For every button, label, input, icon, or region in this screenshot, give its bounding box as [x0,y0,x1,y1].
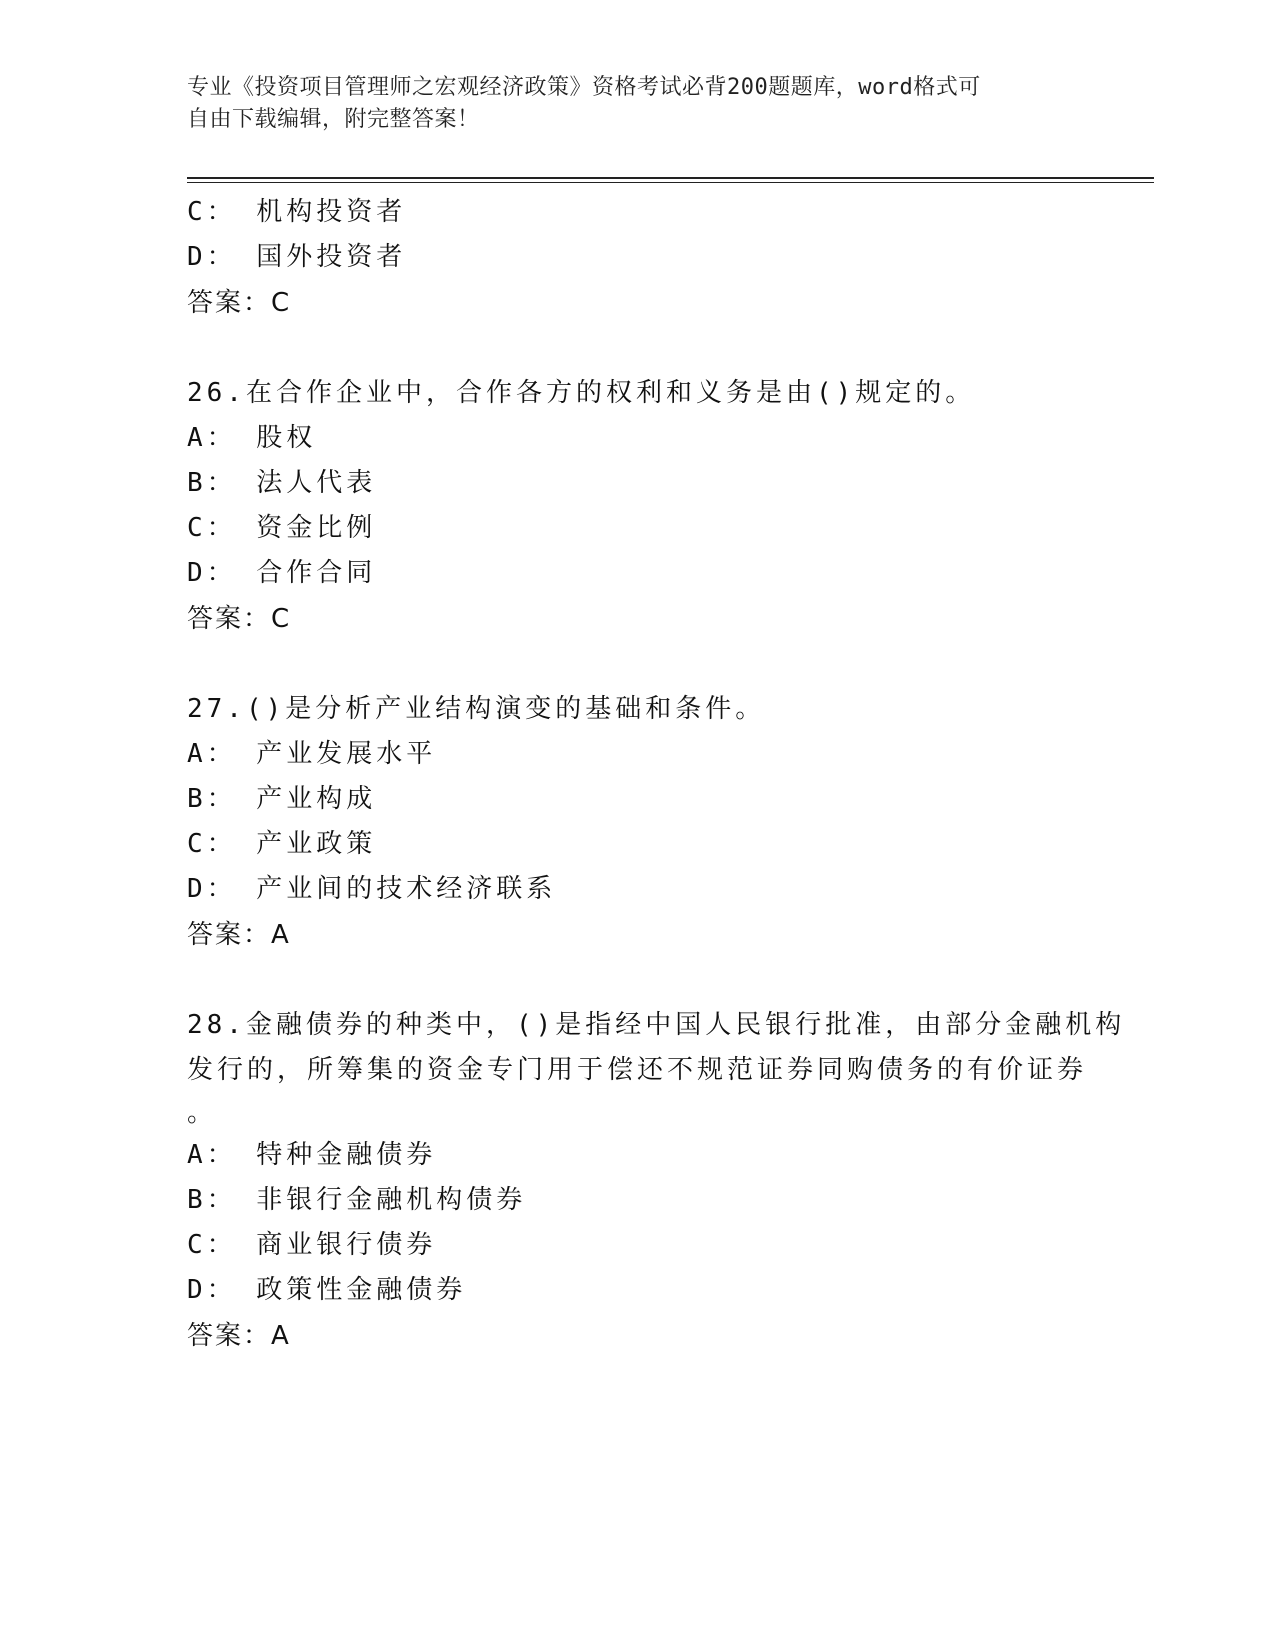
spacer [187,958,1087,1003]
option-c: C： 产业政策 [187,829,377,859]
answer-line: 答案：C [187,604,292,634]
header-line-2: 自由下载编辑，附完整答案！ [187,107,480,132]
spacer [187,326,1087,371]
option-d: D： 政策性金融债券 [187,1275,467,1305]
question-stem-line-1: 28.金融债券的种类中，()是指经中国人民银行批准，由部分金融机构 [187,1010,1126,1040]
option-d: D： 合作合同 [187,558,377,588]
question-stem-line-2: 发行的，所筹集的资金专门用于偿还不规范证券同购债务的有价证券 [187,1055,1088,1085]
option-d: D： 国外投资者 [187,242,407,272]
answer-line: 答案：A [187,1321,291,1351]
header-rule-bottom [187,182,1154,183]
question-block-25 [187,190,1087,326]
option-d: D： 产业间的技术经济联系 [187,874,557,904]
option-a: A： 特种金融债券 [187,1140,437,1170]
spacer [187,642,1087,687]
question-stem: 27.()是分析产业结构演变的基础和条件。 [187,694,766,724]
question-block-26 [187,371,1087,642]
option-b: B： 法人代表 [187,468,377,498]
question-block-28 [187,1003,1126,1359]
question-block-27 [187,687,1087,958]
option-a: A： 产业发展水平 [187,739,437,769]
answer-line: 答案：A [187,920,291,950]
option-b: B： 非银行金融机构债券 [187,1185,527,1215]
question-stem [187,1003,1126,1133]
option-b: B： 产业构成 [187,784,377,814]
option-c: C： 商业银行债券 [187,1230,437,1260]
answer-line: 答案：C [187,288,292,318]
question-stem-line-3: 。 [187,1098,218,1128]
document-header [187,72,1067,136]
option-a: A： 股权 [187,423,317,453]
header-rule-top [187,177,1154,179]
header-line-1: 专业《投资项目管理师之宏观经济政策》资格考试必背200题题库，word格式可 [187,75,981,100]
question-list [187,190,1126,1359]
option-c: C： 资金比例 [187,513,377,543]
option-c: C： 机构投资者 [187,197,407,227]
question-stem: 26.在合作企业中，合作各方的权利和义务是由()规定的。 [187,378,976,408]
